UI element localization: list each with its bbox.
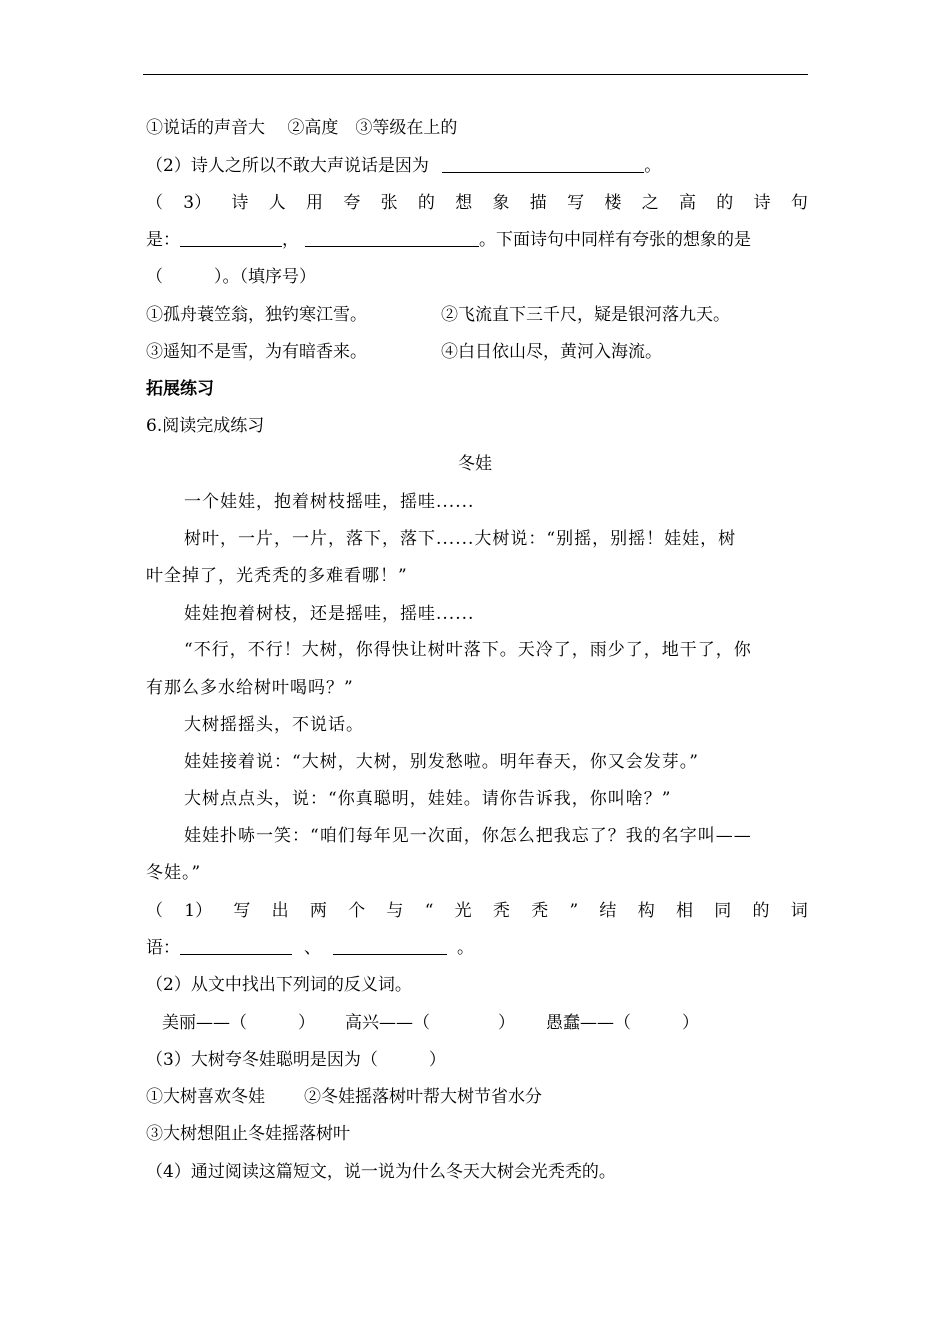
q5-q3-char: 写	[567, 193, 585, 213]
q5-q3-prefix: 是：	[146, 230, 180, 250]
q5-q3-char: 楼	[604, 193, 622, 213]
header-rule	[143, 74, 808, 75]
story-paragraph-1: 一个娃娃，抱着树枝摇哇，摇哇......	[184, 492, 475, 512]
q5-meaning-options: ①说话的声音大 ②高度 ③等级在上的	[146, 118, 458, 138]
section-heading: 拓展练习	[146, 379, 214, 399]
q6-q1-char: 相	[675, 901, 693, 921]
q6-q3-option-1: ①大树喜欢冬娃	[146, 1087, 265, 1107]
q5-q3-char: 夸	[343, 193, 361, 213]
q6-q1-char: 结	[599, 901, 617, 921]
poem-option-2: ②飞流直下三千尺，疑是银河落九天。	[441, 305, 730, 325]
q6-q1-char: 与	[386, 901, 404, 921]
q6-question-4: （4）通过阅读这篇短文，说一说为什么冬天大树会光秃秃的。	[146, 1162, 616, 1182]
q5-q3-char: 诗	[231, 193, 249, 213]
q6-q1-char: 1）	[184, 901, 213, 921]
q6-q1-char: 个	[348, 901, 366, 921]
poem-option-4: ④白日依山尽，黄河入海流。	[441, 342, 662, 362]
q5-q3-char: 的	[716, 193, 734, 213]
q5-q3-char: 的	[417, 193, 435, 213]
story-paragraph-2-cont: 叶全掉了，光秃秃的多难看哪！”	[146, 566, 408, 586]
q5-q3-comma: ，	[282, 230, 299, 250]
q6-q1-char: 词	[790, 901, 808, 921]
q5-q3-char: 句	[790, 193, 808, 213]
answer-blank[interactable]	[180, 938, 292, 955]
q5-q3-char: 诗	[753, 193, 771, 213]
q5-q3-char: 用	[306, 193, 324, 213]
q6-question-1-line2	[146, 937, 808, 959]
story-paragraph-6: 娃娃接着说：“大树，大树，别发愁啦。明年春天，你又会发芽。”	[184, 752, 699, 772]
q5-question-2	[146, 155, 808, 177]
q5-q2-end: 。	[644, 156, 662, 176]
poem-option-1: ①孤舟蓑笠翁，独钓寒江雪。	[146, 305, 367, 325]
q5-question-3-line3: （ ）。（填序号）	[146, 267, 316, 287]
q6-q1-char: “	[424, 901, 434, 921]
story-paragraph-5: 大树摇摇头，不说话。	[184, 715, 364, 735]
antonym-1: 美丽——（ ）	[162, 1013, 315, 1033]
q6-q1-char: 出	[271, 901, 289, 921]
q6-q1-char: 写	[233, 901, 251, 921]
q5-q3-char: 人	[268, 193, 286, 213]
q6-q1-char: 秃	[531, 901, 549, 921]
q6-q1-prefix: 语：	[146, 938, 180, 958]
story-paragraph-2: 树叶，一片，一片，落下，落下......大树说：“别摇，别摇！娃娃，树	[184, 529, 737, 549]
q6-q3-option-3: ③大树想阻止冬娃摇落树叶	[146, 1124, 350, 1144]
q5-q3-char: 之	[641, 193, 659, 213]
answer-blank[interactable]	[333, 938, 447, 955]
poem-option-3: ③遥知不是雪，为有暗香来。	[146, 342, 367, 362]
q6-q1-suffix: 。	[457, 938, 474, 958]
q6-q1-char: ”	[569, 901, 579, 921]
story-title: 冬娃	[458, 454, 492, 474]
q6-q1-char: 的	[752, 901, 770, 921]
story-paragraph-8: 娃娃扑哧一笑：“咱们每年见一次面，你怎么把我忘了？我的名字叫——	[184, 826, 752, 846]
q5-q3-char: 张	[380, 193, 398, 213]
answer-blank[interactable]	[180, 230, 282, 247]
q5-q2-text: （2）诗人之所以不敢大声说话是因为	[146, 156, 429, 176]
antonym-2: 高兴——（ ）	[345, 1013, 515, 1033]
q5-q3-char: 3）	[183, 193, 212, 213]
q6-q1-char: （	[146, 901, 163, 921]
q5-q3-char: 描	[529, 193, 547, 213]
q6-q1-char: 同	[714, 901, 732, 921]
q6-q1-char: 秃	[492, 901, 510, 921]
q6-q1-char: 两	[309, 901, 327, 921]
antonym-3: 愚蠢——（ ）	[546, 1013, 699, 1033]
q5-question-3-line1	[146, 192, 808, 214]
q6-question-2: （2）从文中找出下列词的反义词。	[146, 975, 412, 995]
q6-question-3: （3）大树夸冬娃聪明是因为（ ）	[146, 1050, 446, 1070]
q5-q3-char: 想	[455, 193, 473, 213]
story-paragraph-3: 娃娃抱着树枝，还是摇哇，摇哇......	[184, 604, 475, 624]
q6-q3-option-2: ②冬娃摇落树叶帮大树节省水分	[304, 1087, 542, 1107]
q6-q1-char: 光	[454, 901, 472, 921]
answer-blank[interactable]	[305, 230, 479, 247]
story-paragraph-7: 大树点点头，说：“你真聪明，娃娃。请你告诉我，你叫啥？”	[184, 789, 672, 809]
q5-q3-char: 象	[492, 193, 510, 213]
q5-q3-suffix: 。下面诗句中同样有夸张的想象的是	[479, 230, 751, 250]
q5-q3-char: 高	[678, 193, 696, 213]
q6-question-1-line1	[146, 900, 808, 922]
story-paragraph-4-cont: 有那么多水给树叶喝吗？”	[146, 678, 354, 698]
q5-q3-char: （	[146, 193, 163, 213]
q6-q1-char: 构	[637, 901, 655, 921]
q6-q1-sep: 、	[304, 938, 321, 958]
question-6-title: 6.阅读完成练习	[146, 416, 265, 436]
q5-question-3-line2	[146, 229, 808, 251]
story-paragraph-4: “不行，不行！大树，你得快让树叶落下。天冷了，雨少了，地干了，你	[184, 640, 752, 660]
answer-blank[interactable]	[442, 156, 644, 173]
story-paragraph-8-cont: 冬娃。”	[146, 863, 202, 883]
